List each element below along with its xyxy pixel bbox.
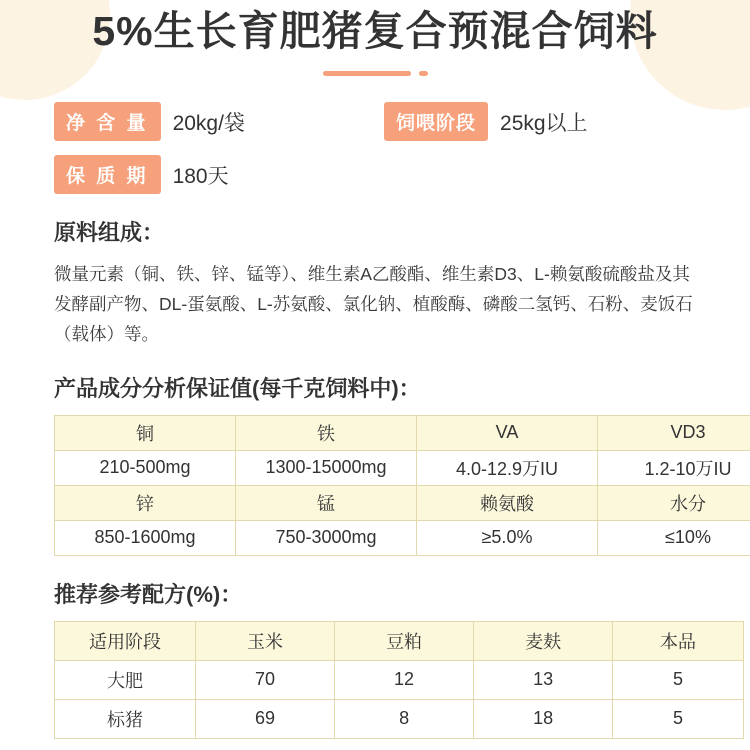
formula-cell: 18 xyxy=(474,699,613,738)
table-row xyxy=(55,660,744,699)
nutrition-cell: 铜 xyxy=(55,415,236,450)
table-row xyxy=(55,450,750,485)
page-content xyxy=(26,0,732,739)
spec-feeding-stage xyxy=(384,102,588,141)
table-row xyxy=(55,415,750,450)
title-underline-decoration xyxy=(26,71,724,76)
formula-header-cell: 适用阶段 xyxy=(55,621,196,660)
formula-header-cell: 麦麸 xyxy=(474,621,613,660)
table-row xyxy=(55,520,750,555)
spec-label-shelf-life: 保 质 期 xyxy=(54,155,161,194)
formula-table xyxy=(54,621,744,739)
underline-dot xyxy=(419,71,428,76)
nutrition-cell: 铁 xyxy=(236,415,417,450)
nutrition-cell: 750-3000mg xyxy=(236,520,417,555)
formula-header-cell: 玉米 xyxy=(196,621,335,660)
spec-row-2 xyxy=(54,155,724,194)
formula-cell: 13 xyxy=(474,660,613,699)
table-row xyxy=(55,485,750,520)
formula-cell: 5 xyxy=(613,699,744,738)
spec-shelf-life xyxy=(54,155,384,194)
formula-header-cell: 本品 xyxy=(613,621,744,660)
formula-cell: 8 xyxy=(335,699,474,738)
nutrition-cell: VA xyxy=(417,415,598,450)
formula-cell: 标猪 xyxy=(55,699,196,738)
page-title: 5%生长育肥猪复合预混合饲料 xyxy=(92,8,658,54)
table-row xyxy=(55,621,744,660)
spec-row-1 xyxy=(54,102,724,141)
formula-cell: 大肥 xyxy=(55,660,196,699)
nutrition-cell: 锰 xyxy=(236,485,417,520)
nutrition-cell: 210-500mg xyxy=(55,450,236,485)
nutrition-cell: 锌 xyxy=(55,485,236,520)
nutrition-table xyxy=(54,415,750,556)
nutrition-cell: 赖氨酸 xyxy=(417,485,598,520)
nutrition-cell: 水分 xyxy=(598,485,750,520)
spec-label-net-weight: 净 含 量 xyxy=(54,102,161,141)
nutrition-heading: 产品成分分析保证值(每千克饲料中)： xyxy=(54,375,421,401)
formula-header-cell: 豆粕 xyxy=(335,621,474,660)
formula-heading: 推荐参考配方(%)： xyxy=(54,581,243,607)
nutrition-cell: 1300-15000mg xyxy=(236,450,417,485)
formula-cell: 69 xyxy=(196,699,335,738)
nutrition-cell: ≤10% xyxy=(598,520,750,555)
spec-value-shelf-life: 180天 xyxy=(172,164,229,188)
formula-cell: 70 xyxy=(196,660,335,699)
formula-cell: 12 xyxy=(335,660,474,699)
formula-cell: 5 xyxy=(613,660,744,699)
ingredients-text: 微量元素（铜、铁、锌、锰等）、维生素A乙酸酯、维生素D3、L-赖氨酸硫酸盐及其发酵副产物、DL-蛋氨酸、L-苏氨酸、氯化钠、植酸酶、磷酸二氢钙、石粉、麦饭石（载体）等。 xyxy=(54,264,693,345)
table-row xyxy=(55,699,744,738)
spec-value-net-weight: 20kg/袋 xyxy=(172,111,245,135)
nutrition-cell: 850-1600mg xyxy=(55,520,236,555)
ingredients-heading: 原料组成： xyxy=(54,220,165,246)
spec-label-feeding-stage: 饲喂阶段 xyxy=(384,102,488,141)
underline-bar xyxy=(323,71,411,76)
nutrition-cell: VD3 xyxy=(598,415,750,450)
nutrition-cell: ≥5.0% xyxy=(417,520,598,555)
spec-net-weight xyxy=(54,102,384,141)
nutrition-cell: 4.0-12.9万IU xyxy=(417,450,598,485)
spec-value-feeding-stage: 25kg以上 xyxy=(500,111,588,135)
nutrition-cell: 1.2-10万IU xyxy=(598,450,750,485)
